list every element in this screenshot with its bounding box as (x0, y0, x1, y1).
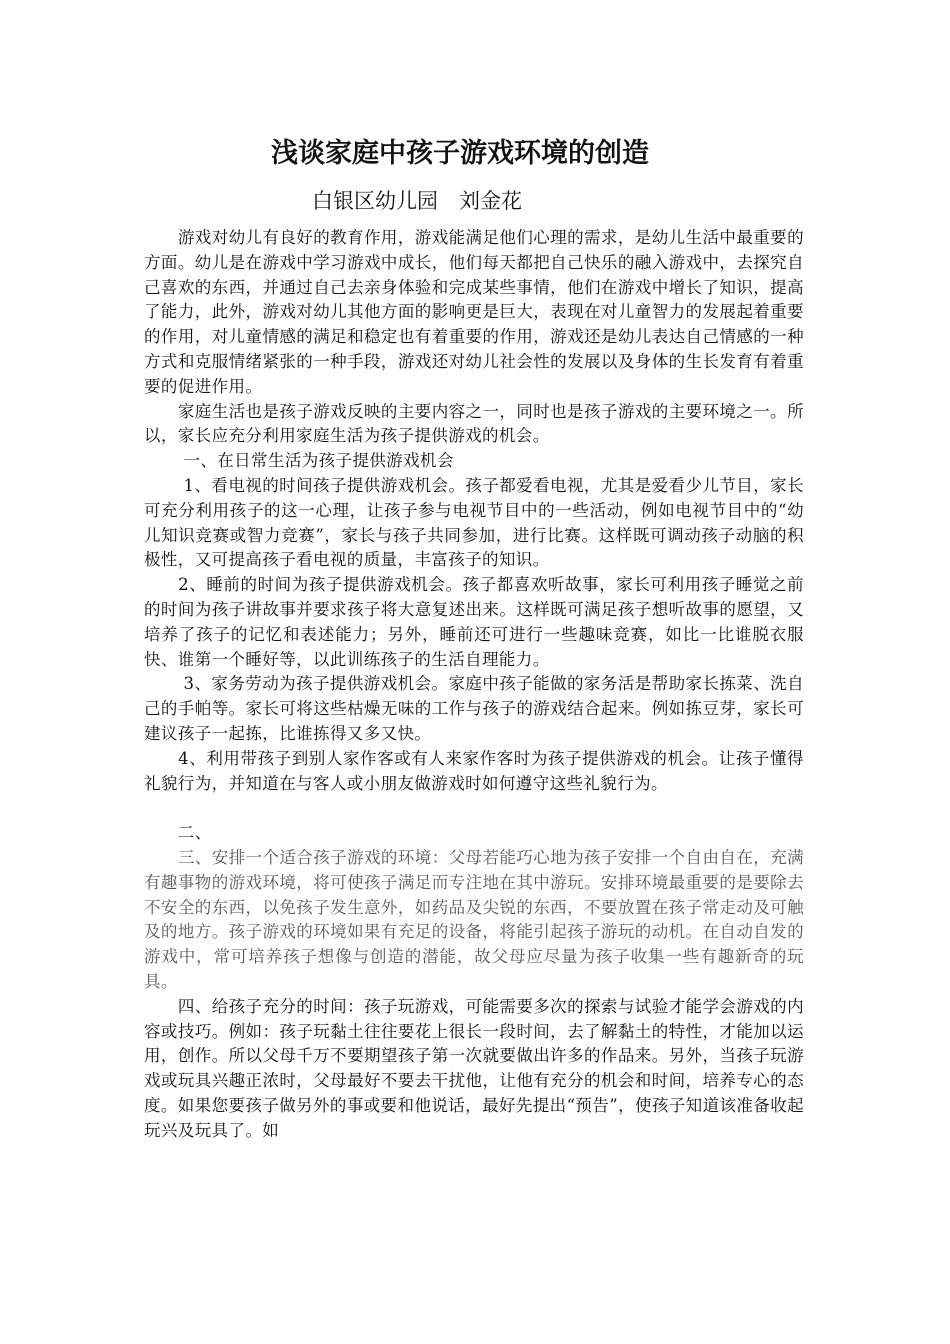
document-body (144, 226, 804, 1143)
paragraph-item-4: 4、利用带孩子到别人家作客或有人来家作客时为孩子提供游戏的机会。让孩子懂得礼貌行为，并知道在与客人或小朋友做游戏时如何遵守这些礼貌行为。 (144, 748, 804, 793)
paragraph-item-2: 2、睡前的时间为孩子提供游戏机会。孩子都喜欢听故事，家长可利用孩子睡觉之前的时间为孩子讲故事并要求孩子将大意复述出来。这样既可满足孩子想听故事的愿望，又培养了孩子的记忆和表述能力；另外，睡前还可进行一些趣味竞赛，如比一比谁脱衣服快、谁第一个睡好等，以此训练孩子的生活自理能力。 (144, 575, 804, 669)
paragraph-item-3: 3、家务劳动为孩子提供游戏机会。家庭中孩子能做的家务活是帮助家长拣菜、洗自己的手帕等。家长可将这些枯燥无味的工作与孩子的游戏结合起来。例如拣豆芽，家长可建议孩子一起拣，比谁拣得又多又快。 (144, 674, 804, 743)
section-heading-2: 二、 (144, 823, 212, 843)
blank-line (144, 796, 804, 821)
document-title: 浅谈家庭中孩子游戏环境的创造 (271, 138, 649, 169)
paragraph-section-4: 四、给孩子充分的时间：孩子玩游戏，可能需要多次的探索与试验才能学会游戏的内容或技巧。例如：孩子玩黏土往往要花上很长一段时间，去了解黏土的特性，才能加以运用，创作。所以父母千万不要期望孩子第一次就要做出许多的作品来。另外，当孩子玩游戏或玩具兴趣正浓时，父母最好不要去干扰他，让他有充分的机会和时间，培养专心的态度。如果您要孩子做另外的事或要和他说话，最好先提出“预告”，使孩子知道该准备收起玩兴及玩具了。如 (144, 996, 804, 1140)
paragraph-intro: 游戏对幼儿有良好的教育作用，游戏能满足他们心理的需求，是幼儿生活中最重要的方面。幼儿是在游戏中学习游戏中成长，他们每天都把自己快乐的融入游戏中，去探究自己喜欢的东西，并通过自己去亲身体验和完成某些事情，他们在游戏中增长了知识，提高了能力，此外，游戏对幼儿其他方面的影响更是巨大，表现在对儿童智力的发展起着重要的作用，对儿童情感的满足和稳定也有着重要的作用，游戏还是幼儿表达自己情感的一种方式和克服情绪紧张的一种手段，游戏还对幼儿社会性的发展以及身体的生长发育有着重要的促进作用。 (144, 228, 804, 396)
paragraph-section-3: 三、安排一个适合孩子游戏的环境：父母若能巧心地为孩子安排一个自由自在，充满有趣事物的游戏环境，将可使孩子满足而专注地在其中游玩。安排环境最重要的是要除去不安全的东西，以免孩子发生意外，如药品及尖锐的东西，不要放置在孩子常走动及可触及的地方。孩子游戏的环境如果有充足的设备，将能引起孩子游玩的动机。在自动自发的游戏中，常可培养孩子想像与创造的潜能，故父母应尽量为孩子收集一些有趣新奇的玩具。 (144, 847, 804, 991)
section-heading-1: 一、在日常生活为孩子提供游戏机会 (144, 451, 454, 471)
paragraph-item-1: 1、看电视的时间孩子提供游戏机会。孩子都爱看电视，尤其是爱看少儿节目，家长可充分利用孩子的这一心理，让孩子参与电视节目中的一些活动，例如电视节目中的“幼儿知识竞赛或智力竞赛”，家长与孩子共同参加，进行比赛。这样既可调动孩子动脑的积极性，又可提高孩子看电视的质量，丰富孩子的知识。 (144, 475, 804, 570)
paragraph-family-life: 家庭生活也是孩子游戏反映的主要内容之一，同时也是孩子游戏的主要环境之一。所以，家长应充分利用家庭生活为孩子提供游戏的机会。 (144, 401, 804, 446)
document-author: 白银区幼儿园 刘金花 (312, 189, 522, 213)
